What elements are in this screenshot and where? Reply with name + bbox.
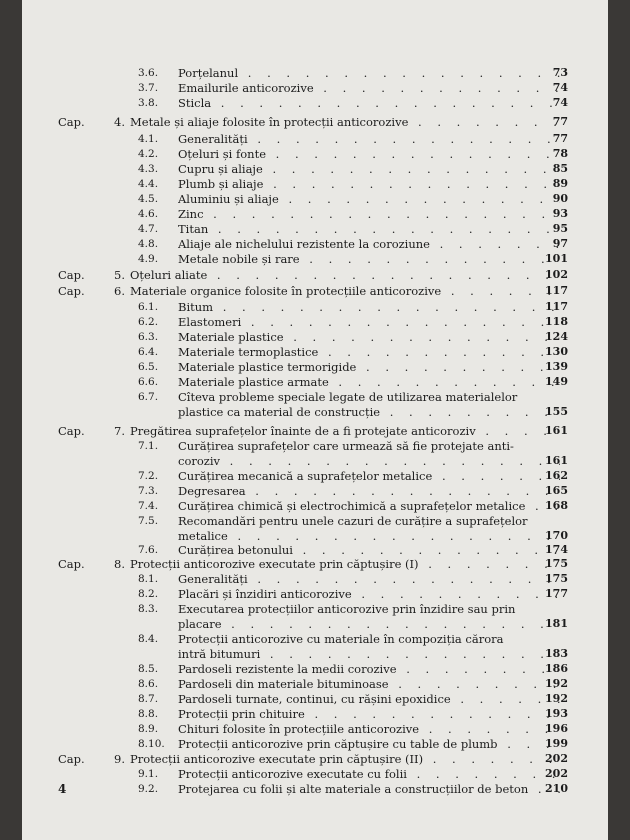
page-number: 170: [545, 529, 568, 542]
toc-title: Curățirea mecanică a suprafețelor metalice . . .: [178, 468, 560, 484]
toc-title: Protecții anticorozive executate prin căptușire (II) . . .: [130, 751, 560, 767]
page-number: 162: [545, 469, 568, 482]
book-page: [22, 0, 608, 840]
toc-title: Materiale plastice termorigide . . .: [178, 359, 560, 375]
section-number: 3.8.: [138, 97, 159, 109]
page-number: 161: [545, 454, 568, 467]
page-number: 117: [545, 284, 568, 297]
page-number: 199: [545, 737, 568, 750]
toc-title: Protecții anticorozive executate prin căptușire (I) . . .: [130, 556, 560, 572]
toc-title: Pregătirea suprafețelor înainte de a fi protejate anticoroziv . . .: [130, 423, 560, 439]
toc-row: [22, 161, 608, 177]
toc-row: [22, 95, 608, 111]
chapter-number: 9.: [114, 752, 125, 766]
toc-title: Porțelanul . . .: [178, 65, 560, 81]
section-number: 9.2.: [138, 783, 159, 795]
chapter-label: Cap.: [58, 284, 85, 298]
toc-title: Aliaje ale nichelului rezistente la coroziune . . .: [178, 236, 560, 252]
toc-title: Bitum . . .: [178, 299, 560, 315]
toc-title: Materiale organice folosite în protecțiile anticorozive . . .: [130, 283, 560, 299]
toc-row: [22, 468, 608, 484]
chapter-label: Cap.: [58, 424, 85, 438]
toc-row: [22, 661, 608, 677]
toc-title: Generalități . . .: [178, 571, 560, 587]
toc-row: [22, 586, 608, 602]
section-number: 4.4.: [138, 178, 159, 190]
section-number: 4.8.: [138, 238, 159, 250]
section-number: 6.3.: [138, 331, 159, 343]
page-number: 73: [552, 66, 568, 79]
section-number: 6.4.: [138, 346, 159, 358]
toc-title: Protejarea cu folii și alte materiale a construcțiilor de beton . . .: [178, 781, 560, 797]
toc-title: Curățirea suprafețelor care urmează să fie protejate anti-: [178, 439, 514, 453]
toc-title: Titan . . .: [178, 221, 560, 237]
section-number: 6.7.: [138, 391, 159, 403]
toc-title: Metale și aliaje folosite în protecții anticorozive . . .: [130, 114, 560, 130]
section-number: 9.1.: [138, 768, 159, 780]
toc-row: [22, 206, 608, 222]
toc-row: [22, 344, 608, 360]
page-number: 177: [545, 587, 568, 600]
section-number: 4.1.: [138, 133, 159, 145]
toc-row: [22, 676, 608, 692]
section-number: 6.1.: [138, 301, 159, 313]
toc-row: [22, 176, 608, 192]
section-number: 6.2.: [138, 316, 159, 328]
toc-row: [22, 389, 608, 405]
toc-row: [22, 236, 608, 252]
section-number: 7.6.: [138, 544, 159, 556]
toc-title: Elastomeri . . .: [178, 314, 560, 330]
toc-row: [22, 314, 608, 330]
section-number: 7.5.: [138, 515, 159, 527]
section-number: 4.6.: [138, 208, 159, 220]
toc-title: Pardoseli turnate, continui, cu rășini epoxidice . . .: [178, 691, 560, 707]
page-number: 175: [545, 557, 568, 570]
section-number: 8.6.: [138, 678, 159, 690]
toc-title: Zinc . . .: [178, 206, 560, 222]
toc-row: [22, 601, 608, 617]
toc-title: Materiale plastice . . .: [178, 329, 560, 345]
toc-row: [22, 483, 608, 499]
page-number: 90: [552, 192, 568, 205]
toc-row: [22, 191, 608, 207]
section-number: 8.3.: [138, 603, 159, 615]
toc-title: Protecții prin chituire . . .: [178, 706, 560, 722]
section-number: 4.5.: [138, 193, 159, 205]
toc-row: [22, 571, 608, 587]
toc-title: Executarea protecțiilor anticorozive prin înzidire sau prin: [178, 602, 516, 616]
chapter-label: Cap.: [58, 752, 85, 766]
section-number: 8.7.: [138, 693, 159, 705]
page-number: 168: [545, 499, 568, 512]
toc-row: [22, 706, 608, 722]
section-number: 8.4.: [138, 633, 159, 645]
toc-row: [22, 146, 608, 162]
page-number: 102: [545, 268, 568, 281]
toc-row: [22, 646, 608, 662]
page-number: 175: [545, 572, 568, 585]
section-number: 7.2.: [138, 470, 159, 482]
toc-row: [22, 131, 608, 147]
section-number: 7.1.: [138, 440, 159, 452]
toc-title: Curățirea chimică și electrochimică a suprafețelor metalice . . .: [178, 498, 560, 514]
toc-row: [22, 359, 608, 375]
toc-chapter-row: [22, 423, 608, 439]
toc-chapter-row: [22, 114, 608, 130]
toc-title: Materiale termoplastice . . .: [178, 344, 560, 360]
toc-title: Degresarea . . .: [178, 483, 560, 499]
page-number: 202: [545, 752, 568, 765]
page-number: 181: [545, 617, 568, 630]
toc-row: [22, 329, 608, 345]
toc-row: [22, 721, 608, 737]
chapter-number: 6.: [114, 284, 125, 298]
toc-title: Generalități . . .: [178, 131, 560, 147]
toc-title-continuation: plastice ca material de construcție . . .: [178, 404, 560, 420]
toc-chapter-row: [22, 556, 608, 572]
page-number: 117: [545, 300, 568, 313]
toc-row: [22, 631, 608, 647]
page-number: 95: [552, 222, 568, 235]
page-number: 74: [552, 81, 568, 94]
page-number: 165: [545, 484, 568, 497]
toc-title: Pardoseli din materiale bituminoase . . .: [178, 676, 560, 692]
toc-title: Placări și înzidiri anticorozive . . .: [178, 586, 560, 602]
section-number: 4.7.: [138, 223, 159, 235]
page-number: 78: [552, 147, 568, 160]
toc-title: Aluminiu și aliaje . . .: [178, 191, 560, 207]
toc-title-continuation: metalice . . .: [178, 528, 560, 544]
chapter-label: Cap.: [58, 115, 85, 129]
toc-row: [22, 453, 608, 469]
toc-row: [22, 299, 608, 315]
toc-title: Recomandări pentru unele cazuri de curățire a suprafețelor: [178, 514, 528, 528]
page-number: 77: [552, 132, 568, 145]
toc-title: Oțeluri și fonte . . .: [178, 146, 560, 162]
page-number: 202: [545, 767, 568, 780]
toc-title: Plumb și aliaje . . .: [178, 176, 560, 192]
page-number: 210: [545, 782, 568, 795]
section-number: 8.9.: [138, 723, 159, 735]
toc-row: [22, 498, 608, 514]
toc-title: Cîteva probleme speciale legate de utilizarea materialelor: [178, 390, 518, 404]
section-number: 6.5.: [138, 361, 159, 373]
toc-title: Protecții anticorozive prin căptușire cu table de plumb . . .: [178, 736, 560, 752]
page-number: 74: [552, 96, 568, 109]
toc-title: Chituri folosite în protecțiile anticorozive . . .: [178, 721, 560, 737]
page-number: 124: [545, 330, 568, 343]
page-number: 149: [545, 375, 568, 388]
section-number: 7.3.: [138, 485, 159, 497]
toc-row: [22, 80, 608, 96]
page-number: 101: [545, 252, 568, 265]
toc-chapter-row: [22, 283, 608, 299]
toc-title: Pardoseli rezistente la medii corozive . . .: [178, 661, 560, 677]
toc-title: Oțeluri aliate . . .: [130, 267, 560, 283]
toc-row: [22, 251, 608, 267]
page-number: 155: [545, 405, 568, 418]
chapter-number: 4.: [114, 115, 125, 129]
toc-title-continuation: coroziv . . .: [178, 453, 560, 469]
section-number: 8.10.: [138, 738, 165, 750]
page-number: 130: [545, 345, 568, 358]
toc-row: [22, 221, 608, 237]
chapter-number: 5.: [114, 268, 125, 282]
toc-title: Protecții anticorozive executate cu folii . . .: [178, 766, 560, 782]
toc-row: [22, 736, 608, 752]
page-number: 139: [545, 360, 568, 373]
page-number: 183: [545, 647, 568, 660]
page-number: 97: [552, 237, 568, 250]
page-number: 193: [545, 707, 568, 720]
toc-row: [22, 691, 608, 707]
section-number: 4.3.: [138, 163, 159, 175]
toc-title-continuation: intră bitumuri . . .: [178, 646, 560, 662]
page-number: 77: [552, 115, 568, 128]
section-number: 8.8.: [138, 708, 159, 720]
page-number: 192: [545, 677, 568, 690]
toc-chapter-row: [22, 267, 608, 283]
chapter-label: Cap.: [58, 268, 85, 282]
page-number: 174: [545, 543, 568, 556]
toc-title: Emailurile anticorozive . . .: [178, 80, 560, 96]
toc-chapter-row: [22, 751, 608, 767]
toc-row: [22, 438, 608, 454]
chapter-label: Cap.: [58, 557, 85, 571]
section-number: 4.2.: [138, 148, 159, 160]
section-number: 6.6.: [138, 376, 159, 388]
page-number: 192: [545, 692, 568, 705]
toc-title: Curățirea betonului . . .: [178, 542, 560, 558]
section-number: 3.6.: [138, 67, 159, 79]
toc-title: Materiale plastice armate . . .: [178, 374, 560, 390]
section-number: 8.2.: [138, 588, 159, 600]
toc-row: [22, 404, 608, 420]
toc-row: [22, 781, 608, 797]
toc-row: [22, 65, 608, 81]
toc-title: Metale nobile și rare . . .: [178, 251, 560, 267]
page-number: 161: [545, 424, 568, 437]
chapter-number: 8.: [114, 557, 125, 571]
section-number: 8.5.: [138, 663, 159, 675]
toc-row: [22, 616, 608, 632]
page-number: 196: [545, 722, 568, 735]
page-number: 93: [552, 207, 568, 220]
toc-row: [22, 513, 608, 529]
footer-page-number: 4: [58, 782, 67, 796]
section-number: 3.7.: [138, 82, 159, 94]
page-number: 85: [552, 162, 568, 175]
toc-row: [22, 374, 608, 390]
chapter-number: 7.: [114, 424, 125, 438]
section-number: 4.9.: [138, 253, 159, 265]
toc-row: [22, 766, 608, 782]
toc-title: Cupru și aliaje . . .: [178, 161, 560, 177]
toc-title-continuation: placare . . .: [178, 616, 560, 632]
page-number: 118: [545, 315, 568, 328]
toc-title: Sticla . . .: [178, 95, 560, 111]
toc-title: Protecții anticorozive cu materiale în compoziția cărora: [178, 632, 504, 646]
section-number: 8.1.: [138, 573, 159, 585]
section-number: 7.4.: [138, 500, 159, 512]
page-number: 186: [545, 662, 568, 675]
page-number: 89: [552, 177, 568, 190]
